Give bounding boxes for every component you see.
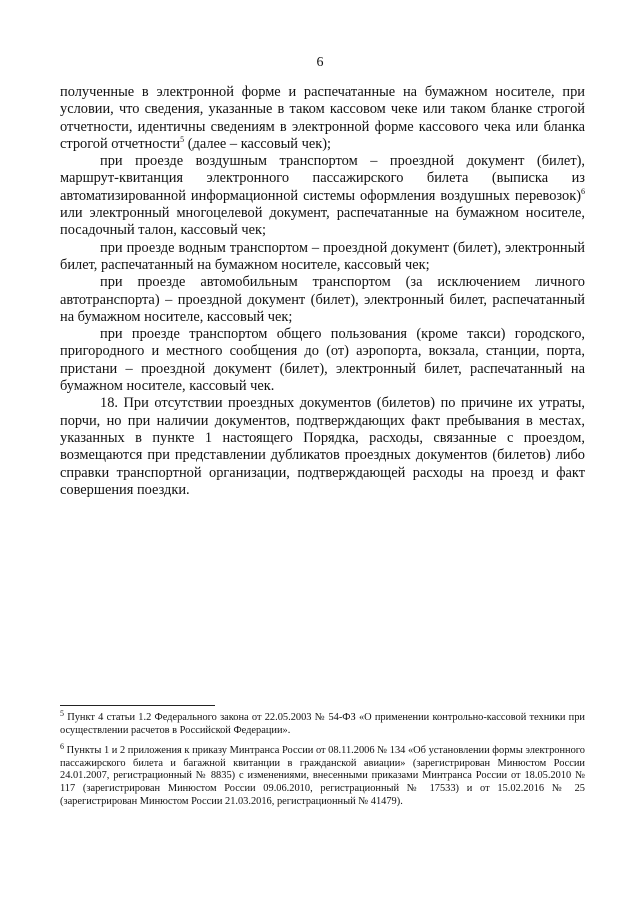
footnotes — [60, 709, 585, 816]
paragraph-text-tail: (далее – кассовый чек); — [184, 135, 331, 152]
paragraph-air-transport — [60, 153, 585, 239]
paragraph-road-transport: при проезде автомобильным транспортом (за исключением личного автотранспорта) – проездной документ (билет), электронный билет, распечатанный на бумажном носителе, кассовый чек; — [60, 274, 585, 325]
paragraph-text-tail: или электронный многоцелевой документ, распечатанные на бумажном носителе, посадочный талон, кассовый чек; — [60, 205, 585, 239]
footnote-text: Пункт 4 статьи 1.2 Федерального закона от 22.05.2003 № 54-ФЗ «О применении контрольно-кассовой техники при осуществлении расчетов в Российской Федерации». — [60, 712, 585, 736]
paragraph-public-transport: при проезде транспортом общего пользования (кроме такси) городского, пригородного и местного сообщения до (от) аэропорта, вокзала, станции, порта, пристани – проездной документ (билет), электронный билет, распечатанный на бумажном носителе, кассовый чек. — [60, 326, 585, 395]
footnote-6 — [60, 742, 585, 808]
paragraph-water-transport: при проезде водным транспортом – проездной документ (билет), электронный билет, распечатанный на бумажном носителе, кассовый чек; — [60, 239, 585, 273]
footnote-reference-5: 5 — [180, 134, 185, 144]
footnote-reference-6: 6 — [581, 186, 585, 196]
document-body — [60, 84, 585, 499]
page-number: 6 — [316, 55, 324, 70]
footnote-mark: 6 — [60, 742, 64, 752]
paragraph-text: полученные в электронной форме и распечатанные на бумажном носителе, при условии, что сведения, указанные в таком кассовом чеке или таком бланке строгой отчетности, идентичны сведениям в электронной форме кассового чека или бланка строгой отчетности — [60, 84, 585, 152]
footnote-text: Пункты 1 и 2 приложения к приказу Минтранса России от 08.11.2006 № 134 «Об установлении формы электронного пассажирского билета и багажной квитанции в гражданской авиации» (зарегистрирован Минюстом России 24.01.2007, регистрационный № 8835) с изменениями, внесенными приказами Минтранса России от 18.05.2010 № 117 (зарегистрирован Минюстом России 09.06.2010, регистрационный № 17533) и от 15.02.2016 № 25 (зарегистрирован Минюстом России 21.03.2016, регистрационный № 41479). — [60, 745, 585, 807]
paragraph-receipt-conditions — [60, 84, 585, 153]
paragraph-text: при проезде воздушным транспортом – проездной документ (билет), маршрут-квитанция электронного пассажирского билета (выписка из автоматизированной информационной системы оформления воздушных перевозок) — [60, 153, 585, 204]
footnote-mark: 5 — [60, 709, 64, 718]
footnote-separator — [60, 705, 215, 706]
footnote-5 — [60, 709, 585, 737]
paragraph-item-18: 18. При отсутствии проездных документов (билетов) по причине их утраты, порчи, но при наличии документов, подтверждающих факт пребывания в местах, указанных в пункте 1 настоящего Порядка, расходы, связанные с проездом, возмещаются при представлении дубликатов проездных документов (билетов) либо справки транспортной организации, подтверждающей расходы на проезд и факт совершения поездки. — [60, 395, 585, 498]
